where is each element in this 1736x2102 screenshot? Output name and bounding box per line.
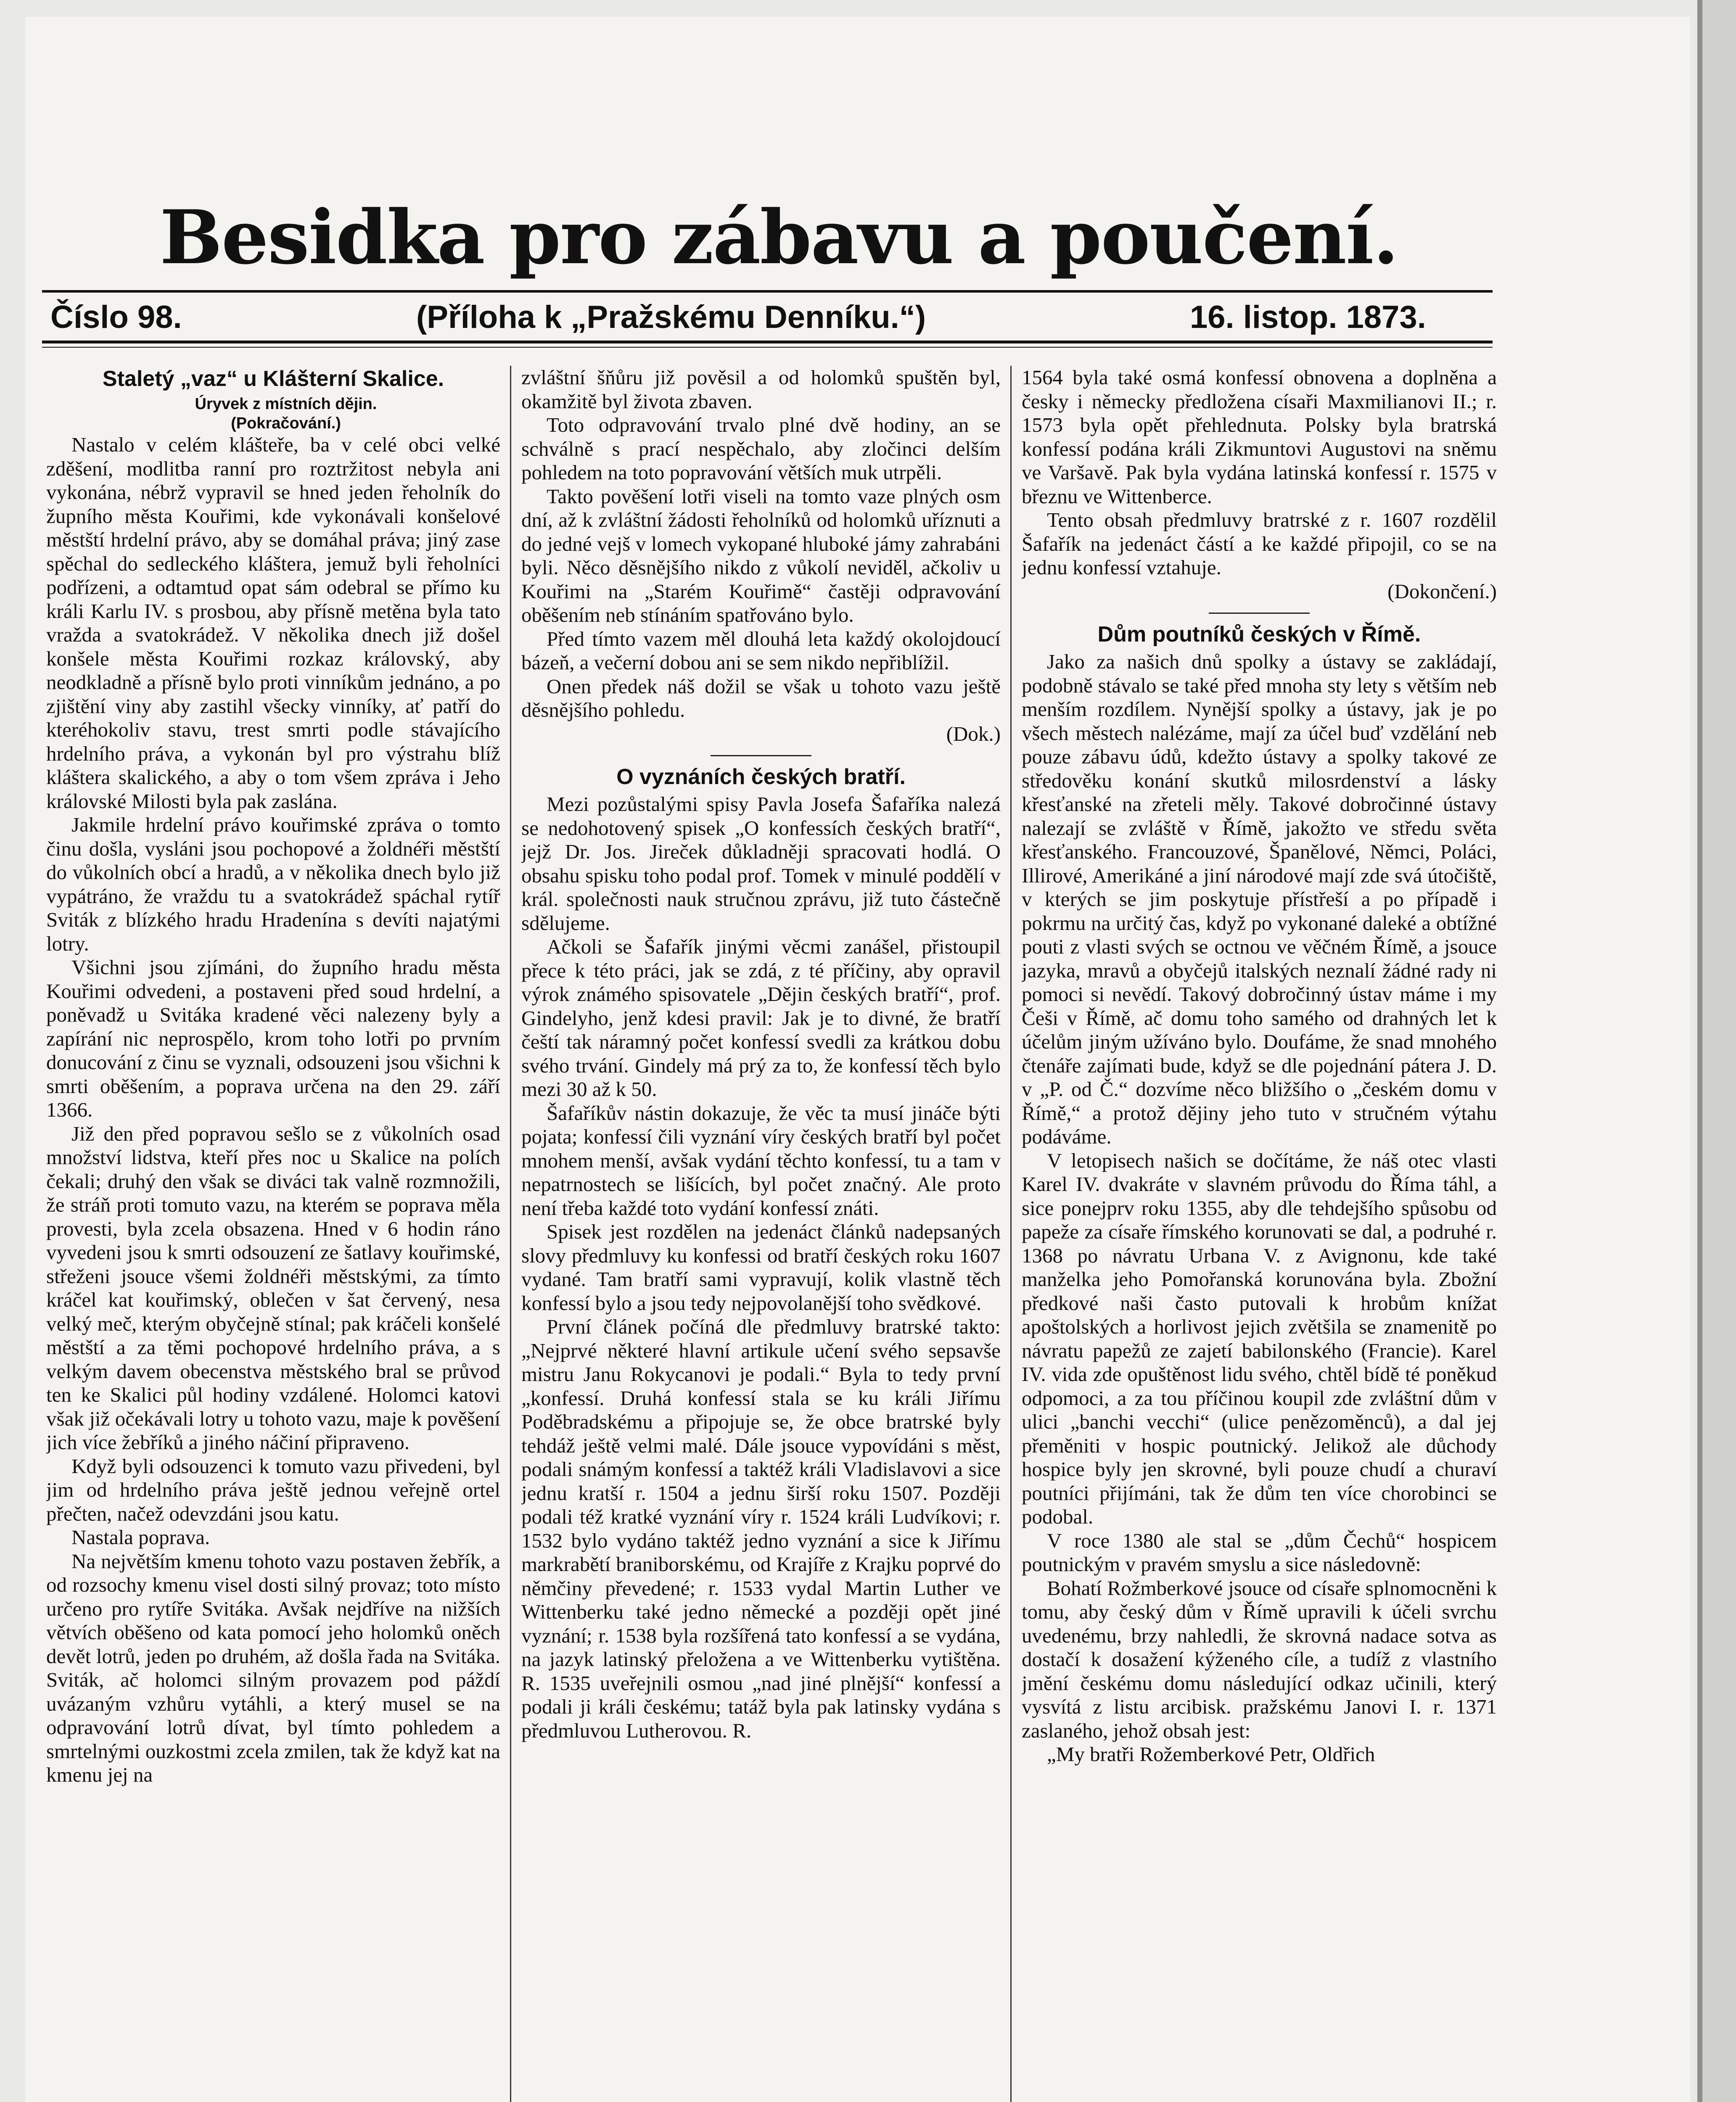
article-separator — [1209, 613, 1310, 614]
paragraph: Nastala poprava. — [71, 1526, 210, 1549]
masthead-rule-bottom — [42, 341, 1493, 343]
column-3 — [1022, 366, 1497, 2102]
paragraph: Tento obsah předmluvy bratrské z r. 1607 rozdělil Šafařík na jedenáct částí a ke každé připojil, co se na jednu konfessí vztahuje. — [1022, 508, 1497, 579]
masthead-rule-thin — [42, 347, 1493, 348]
paragraph: Mezi pozůstalými spisy Pavla Josefa Šafaříka nalezá se nedohotovený spisek „O konfessích českých bratří“, jejž Dr. Jos. Jireček důkladněji spracovati hodlá. O obsahu spisku toho podal prof. Tomek v minulé poddělí v král. společnosti nauk stručnou zprávu, již tuto částečně sdělujeme. — [521, 792, 1001, 935]
paragraph: Šafaříkův nástin dokazuje, že věc ta musí jináče býti pojata; konfessí čili vyznání víry českých bratří byl počet mnohem menší, avšak vydání těchto konfessí, tu a tam v nepatrnostech se lišících, byl počet značný. Ale proto není třeba každé toto vydání konfessí znáti. — [521, 1101, 1001, 1220]
article-end-mark: (Dokončení.) — [1387, 579, 1497, 603]
paragraph: Ačkoli se Šafařík jinými věcmi zanášel, přistoupil přece k této práci, jak se zdá, z té příčiny, aby opravil výrok známého spisovatele „Dějin českých bratří“, prof. Gindelyho, jenž kdesi pravil: Jak je to divné, že bratří čeští tak náramný počet konfessí svedli za krátkou dobu svého trvání. Gindely má prý za to, že konfessí těch bylo mezi 30 až k 50. — [521, 935, 1001, 1101]
issue-number: Číslo 98. — [50, 299, 182, 335]
article-note: (Pokračování.) — [231, 415, 341, 432]
paragraph: Jako za našich dnů spolky a ústavy se zakládají, podobně stávalo se také před mnoha sty lety s větším neb menším rozdílem. Nynější spolky a ústavy, jak je po všech městech nalézáme, mají za účel buď vzdělání neb pouze zábavu údů, kdežto ústavy a spolky takové ze středověku konání skutků milosrdenství a lásky křesťanské na zřeteli měly. Takové dobročinné ústavy nalezají se zvláště v Římě, jakožto ve středu světa křesťanského. Francouzové, Španělové, Němci, Poláci, Illirové, Amerikáné a jiní národové mají zde svá útočiště, v kterých se jim poskytuje přístřeší a po případě i pokrmu na určitý čas, když po vykonané daleké a obtížné pouti z vlasti svých se octnou ve věčném Římě, a jsouce jazyka, mravů a obyčejů italských neznalí žádné rady ni pomoci si nevědí. Takový dobročinný ústav máme i my Češi v Římě, ač domu toho samého od drahných let k účelům jiným užíváno bylo. Doufáme, že snad mnohého čtenáře zajímati bude, když se dle pojednání pátera J. D. v „P. od Č.“ dozvíme něco bližšího o „českém domu v Římě,“ a protož dějiny jeho tuto v stručném výtahu podáváme. — [1022, 650, 1497, 1148]
article-end-mark: (Dok.) — [946, 722, 1001, 745]
article-title: O vyznáních českých bratří. — [616, 765, 906, 789]
article-title: Dům poutníků českých v Římě. — [1097, 622, 1421, 647]
paragraph: Před tímto vazem měl dlouhá leta každý okolojdoucí bázeň, a večerní dobou ani se sem nikdo nepřiblížil. — [521, 627, 1001, 674]
supplement-note: (Příloha k „Pražskému Denníku.“) — [416, 299, 926, 335]
paragraph: Již den před popravou sešlo se z vůkolních osad množství lidstva, kteří přes noc u Skalice na polích čekali; druhý den však se diváci tak valně rozmnožili, že stráň proti tomuto vazu, na kterém se poprava měla provesti, byla zcela obsazena. Hned v 6 hodin ráno vyvedeni jsou k smrti odsouzení ze šatlavy kouřimské, střeženi jsouce všemi žoldnéři městskými, za tímto kráčel kat kouřimský, oblečen v šat červený, nesa velký meč, kterým obyčejně stínal; pak kráčeli konšelé městští a za těmi pochopové hrdelního práva, a s velkým davem obecenstva městského bral se průvod ten ke Skalici půl hodiny vzdálené. Holomci katovi však již očekávali lotry u tohoto vazu, maje k pověšení jich více žebříků a jiného náčiní připraveno. — [46, 1122, 500, 1454]
paragraph: V roce 1380 ale stal se „dům Čechů“ hospicem poutnickým v pravém smyslu a sice následovně: — [1022, 1529, 1497, 1576]
column-1 — [46, 366, 500, 2102]
column-2 — [521, 366, 1001, 2102]
paragraph: „My bratři Rožemberkové Petr, Oldřich — [1047, 1743, 1375, 1766]
paragraph: Toto odpravování trvalo plné dvě hodiny, an se schválně s prací nespěchalo, aby zločinci delším pohledem na toto popravování větších muk utrpěli. — [521, 413, 1001, 484]
issue-info-bar — [46, 294, 1484, 341]
paragraph: V letopisech našich se dočítáme, že náš otec vlasti Karel IV. dvakráte v slavném průvodu do Říma táhl, a sice ponejprv roku 1355, aby dle tehdejšího spůsobu od papeže za císaře římského korunovati se dal, a podruhé r. 1368 po návratu Urbana V. z Avignonu, kde také manželka jeho Pomořanská korunována byla. Zbožní předkové naši často putovali k hrobům knížat apoštolských a horlivost jejich zvětšila se znamenitě po návratu papežů ze zajetí babilonského (Francie). Karel IV. vida zde opuštěnost lidu svého, chtěl bídě té poněkud odpomoci, a za tou příčinou koupil zde zvláštní dům v ulici „banchi vecchi“ (ulice penězoměnců), a dal jej přeměniti v hospic poutnický. Jelikož ale důchody hospice byly jen skrovné, byli pouze chudí a churaví poutníci přijímáni, tak že dům ten více chorobinci se podobal. — [1022, 1149, 1497, 1528]
article-title: Staletý „vaz“ u Klášterní Skalice. — [102, 367, 444, 391]
paragraph: Nastalo v celém klášteře, ba v celé obci velké zděšení, modlitba ranní pro roztržitost nebyla ani vykonána, nébrž vypravil se hned jeden řeholník do župního města Kouřimi, kde vykonávali konšelové městští hrdelní právo, aby se domáhal práva; jiný zase spěchal do sedleckého kláštera, jemuž byli řeholníci podřízeni, a odtamtud opat sám odebral se přímo ku králi Karlu IV. s prosbou, aby přísně metěna byla tato vražda a svatokrádež. V několika dnech již došel konšele města Kouřimi rozkaz královský, aby neodkladně a přísně bylo proti vinníkům jednáno, a po zjištění viny aby zastihl všecky vinníky, ať patří do kteréhokoliv stavu, trest smrti podle stávajícího hrdelního práva, a vykonán byl pro výstrahu blíž kláštera skalického, a aby o tom všem zpráva i Jeho královské Milosti byla pak zaslána. — [46, 433, 500, 813]
column-divider-2 — [1010, 366, 1012, 2102]
page-edge — [1702, 0, 1736, 2102]
paragraph: Bohatí Rožmberkové jsouce od císaře splnomocněni k tomu, aby český dům v Římě upravili k účeli svrchu uvedenému, brzy nahledli, že skrovná nadace sotva as dostačí k dosažení kýženého cíle, a tudíž z vlastního jmění českému domu následující odkaz učinili, který vysvítá z listu arcibisk. pražskému Janovi I. r. 1371 zaslaného, jehož obsah jest: — [1022, 1576, 1497, 1742]
paragraph: První článek počíná dle předmluvy bratrské takto: „Nejprvé některé hlavní artikule učení svého sepsavše mistru Janu Rokycanovi je podali.“ Byla to tedy první „konfessí. Druhá konfessí stala se ku králi Jiřímu Poděbradskému a připojuje se, že obce bratrské byly tehdáž ještě velmi malé. Dále jsouce vypovídáni s měst, podali snámým konfessí a taktéž králi Vladislavovi a sice jednu kratší r. 1504 a jednu širší roku 1507. Později podali též kratké vyznání víry r. 1524 králi Ludvíkovi; r. 1532 bylo vydáno taktéž jedno vyznání a sice k Jiřímu markrabětí braniborskému, od Krajíře z Krajku poprvé do němčiny převedené; r. 1533 vydal Martin Luther ve Wittenberku také jedno německé a později opět jiné vyznání; r. 1538 byla rozšířená tato konfessí a se vydána, na jazyk latinský přeložena a ve Wittenberku vytištěna. R. 1535 uveřejnili osmou „nad jiné plnější“ konfessí a podali ji králi českému; tatáž byla pak latinsky vydána s předmluvou Lutherovou. R. — [521, 1315, 1001, 1742]
masthead-title: Besidka pro zábavu a poučení. — [160, 194, 1398, 281]
paragraph: Spisek jest rozdělen na jedenáct článků nadepsaných slovy předmluvy ku konfessi od bratří českých roku 1607 vydané. Tam bratří sami vypravují, kolik vlastně těch konfessí bylo a jsou tedy nejpovolanější toho svědkové. — [521, 1220, 1001, 1315]
paragraph: zvláštní šňůru již pověsil a od holomků spuštěn byl, okamžitě byl života zbaven. — [521, 366, 1001, 413]
paragraph: Na největším kmenu tohoto vazu postaven žebřík, a od rozsochy kmenu visel dosti silný provaz; toto místo určeno pro rytíře Svitáka. Avšak nejdříve na nižších větvích oběšeno od kata pomocí jeho holomků oněch devět lotrů, jeden po druhém, až došla řada na Svitáka. Sviták, ač holomci silným provazem pod páždí uvázaným vzhůru vytáhli, a který musel se na odpravování lotrů dívat, byl tímto pohledem a smrtelnými ouzkostmi zcela zmilen, tak že když kat na kmenu jej na — [46, 1549, 500, 1786]
paragraph: 1564 byla také osmá konfessí obnovena a doplněna a česky i německy předložena císaři Maxmilianovi II.; r. 1573 byla opět přehlednuta. Polsky byla bratrská konfessí podána králi Zikmuntovi Augustovi na sněmu ve Varšavě. Pak byla vydána latinská konfessí r. 1575 v březnu ve Wittenberce. — [1022, 366, 1497, 508]
paragraph: Jakmile hrdelní právo kouřimské zpráva o tomto činu došla, vysláni jsou pochopové a žoldnéři městští do vůkolních obcí a hradů, a v několika dnech bylo již vypátráno, že vraždu tu a svatokrádež spáchal rytíř Sviták z blízkého hradu Hradenína s devíti najatými lotry. — [46, 813, 500, 955]
issue-date: 16. listop. 1873. — [1190, 299, 1426, 335]
paragraph: Když byli odsouzenci k tomuto vazu přivedeni, byl jim od hrdelního práva ještě jednou veřejně ortel přečten, načež odevzdáni jsou katu. — [46, 1454, 500, 1525]
article-separator — [711, 755, 811, 756]
paragraph: Všichni jsou zjímáni, do župního hradu města Kouřimi odvedeni, a postaveni před soud hrdelní, a poněvadž u Svitáka kradené věci nalezeny byly a zapírání nic neprospělo, krom toho lotři po prvním donucování z činu se vyznali, odsouzeni jsou všichni k smrti oběšením, a poprava určena na den 29. září 1366. — [46, 956, 500, 1121]
page-edge-shadow — [1697, 0, 1702, 2102]
article-subtitle: Úryvek z místních dějin. — [195, 395, 377, 413]
column-divider-1 — [510, 366, 511, 2102]
paragraph: Onen předek náš dožil se však u tohoto vazu ještě děsnějšího pohledu. — [521, 674, 1001, 721]
masthead-rule-top — [42, 290, 1493, 293]
paragraph: Takto pověšení lotři viseli na tomto vaze plných osm dní, až k zvláštní žádosti řeholníků od holomků uříznuti a do jedné vejš v lomech vykopané hluboké jámy zahrabáni byli. Něco děsnějšího nikdo z vůkolí neviděl, ačkoliv u Kouřimi na „Starém Kouřimě“ častěji odpravování oběšením neb stínáním spatřováno bylo. — [521, 484, 1001, 626]
